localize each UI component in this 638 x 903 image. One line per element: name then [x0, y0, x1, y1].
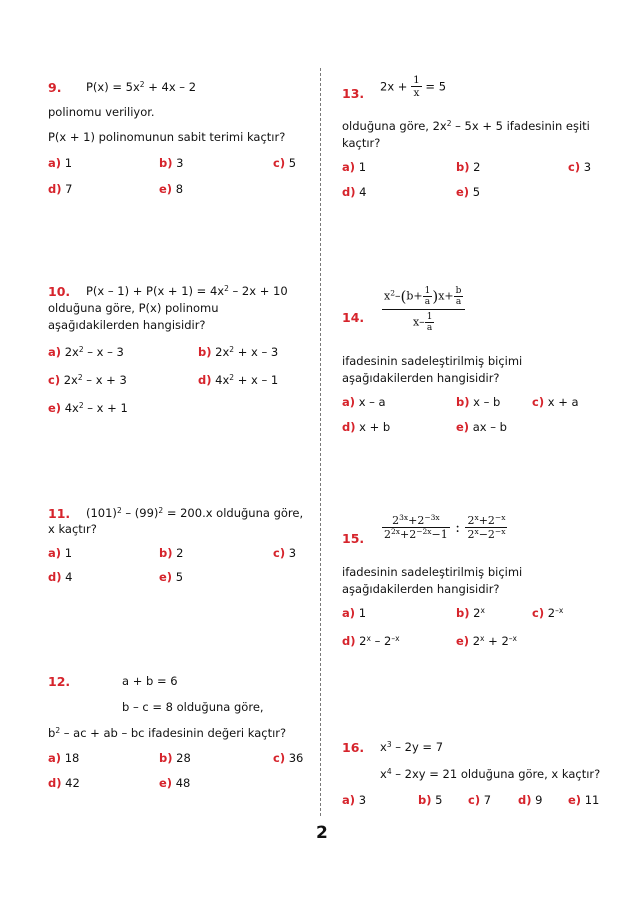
question-stem: $(101)^2 - (99)^2 = 200.x$ olduğuna göre,: [86, 506, 304, 520]
option-a[interactable]: a) x – a: [342, 395, 386, 409]
option-b[interactable]: b) x – b: [456, 395, 501, 409]
expression: [382, 286, 465, 333]
option-b[interactable]: b) $2x^2 + x - 3$: [198, 345, 279, 359]
question-number: 11.: [48, 506, 71, 521]
option-c[interactable]: c) x + a: [532, 395, 579, 409]
option-e[interactable]: e) 5: [159, 570, 184, 584]
question-number: 13.: [342, 86, 365, 101]
option-a[interactable]: a) 3: [342, 793, 367, 807]
question-text: olduğuna göre, $2x^2 - 5x + 5$ ifadesinin eşiti: [342, 119, 590, 133]
fraction: $\frac{1}{x}$: [413, 74, 420, 99]
option-d[interactable]: d) 4: [342, 185, 367, 199]
option-e[interactable]: e) 11: [568, 793, 600, 807]
fraction-1: $\frac{2^{3x}+2^{-3x}}{2^{2x}+2^{-2x}-1}$: [384, 513, 448, 541]
option-a[interactable]: a) 1: [48, 156, 73, 170]
question-text: $b^2$ – ac + ab – bc ifadesinin değeri kaçtır?: [48, 726, 287, 740]
question-text: $x^4 - 2xy = 21$ olduğuna göre, x kaçtır?: [380, 767, 601, 781]
question-stem: $P(x) = 5x^2 + 4x - 2$: [86, 80, 197, 94]
question-text: aşağıdakilerden hangisidir?: [48, 318, 206, 332]
option-c[interactable]: c) 5: [273, 156, 297, 170]
option-c[interactable]: c) 7: [468, 793, 492, 807]
option-d[interactable]: d) 7: [48, 182, 73, 196]
question-number: 12.: [48, 674, 71, 689]
option-b[interactable]: b) 2: [159, 546, 184, 560]
option-d[interactable]: d) x + b: [342, 420, 391, 434]
option-d[interactable]: d) 4: [48, 570, 73, 584]
option-e[interactable]: e) 5: [456, 185, 481, 199]
question-text: kaçtır?: [342, 136, 381, 150]
option-a[interactable]: a) $2x^2$ – x – 3: [48, 345, 124, 359]
option-c[interactable]: c) 36: [273, 751, 304, 765]
fraction-2: $\frac{2^x+2^{-x}}{2^x-2^{-x}}$: [467, 513, 506, 541]
option-e[interactable]: e) $2^x + 2^{-x}$: [456, 634, 517, 648]
option-a[interactable]: a) 1: [342, 160, 367, 174]
equation: 2x + $\frac{1}{x}$ = 5: [380, 74, 447, 99]
option-a[interactable]: a) 18: [48, 751, 80, 765]
question-number: 15.: [342, 531, 365, 546]
question-number: 9.: [48, 80, 62, 95]
question-text: a + b = 6: [122, 674, 178, 688]
option-b[interactable]: b) 2: [456, 160, 481, 174]
question-text: x kaçtır?: [48, 522, 97, 536]
option-c[interactable]: c) $2^{-x}$: [532, 606, 564, 620]
question-text: aşağıdakilerden hangisidir?: [342, 371, 500, 385]
option-e[interactable]: e) 8: [159, 182, 184, 196]
question-stem: $P(x - 1) + P(x + 1) = 4x^2 - 2x + 10$: [86, 284, 288, 298]
question-number: 16.: [342, 740, 365, 755]
option-b[interactable]: b) 5: [418, 793, 443, 807]
option-c[interactable]: c) $2x^2 - x + 3$: [48, 373, 127, 387]
expression: $\frac{2^{3x}+2^{-3x}}{2^{2x}+2^{-2x}-1}$ : $\frac{2^x+2^{-x}}{2^x-2^{-x}}$: [384, 513, 506, 541]
column-divider: [320, 68, 321, 816]
option-d[interactable]: d) 9: [518, 793, 543, 807]
option-a[interactable]: a) 1: [342, 606, 367, 620]
option-a[interactable]: a) 1: [48, 546, 73, 560]
question-text: ifadesinin sadeleştirilmiş biçimi: [342, 565, 523, 579]
option-b[interactable]: b) 3: [159, 156, 184, 170]
question-number: 10.: [48, 284, 71, 299]
option-d[interactable]: d) 42: [48, 776, 80, 790]
question-text: aşağıdakilerden hangisidir?: [342, 582, 500, 596]
option-d[interactable]: d) $4x^2 + x - 1$: [198, 373, 279, 387]
option-b[interactable]: b) 28: [159, 751, 191, 765]
question-text: olduğuna göre, P(x) polinomu: [48, 301, 219, 315]
question-text: b – c = 8 olduğuna göre,: [122, 700, 264, 714]
question-text: ifadesinin sadeleştirilmiş biçimi: [342, 354, 523, 368]
page-number: 2: [316, 823, 328, 843]
question-text: polinomu veriliyor.: [48, 105, 155, 119]
option-d[interactable]: d) $2^x - 2^{-x}$: [342, 634, 400, 648]
option-e[interactable]: e) $4x^2 - x + 1$: [48, 401, 128, 415]
big-fraction: $x^2-(b+$ $\frac{1}{a}$ )x+ $\frac{b}{a}$ x– $\frac{1}{a}$: [382, 286, 465, 333]
option-e[interactable]: e) ax – b: [456, 420, 507, 434]
option-c[interactable]: c) 3: [568, 160, 592, 174]
option-b[interactable]: b) 2$^x$: [456, 606, 485, 620]
question-text: $x^3 - 2y = 7$: [380, 740, 444, 754]
option-c[interactable]: c) 3: [273, 546, 297, 560]
question-number: 14.: [342, 310, 365, 325]
question-text: P(x + 1) polinomunun sabit terimi kaçtır?: [48, 130, 286, 144]
option-e[interactable]: e) 48: [159, 776, 191, 790]
